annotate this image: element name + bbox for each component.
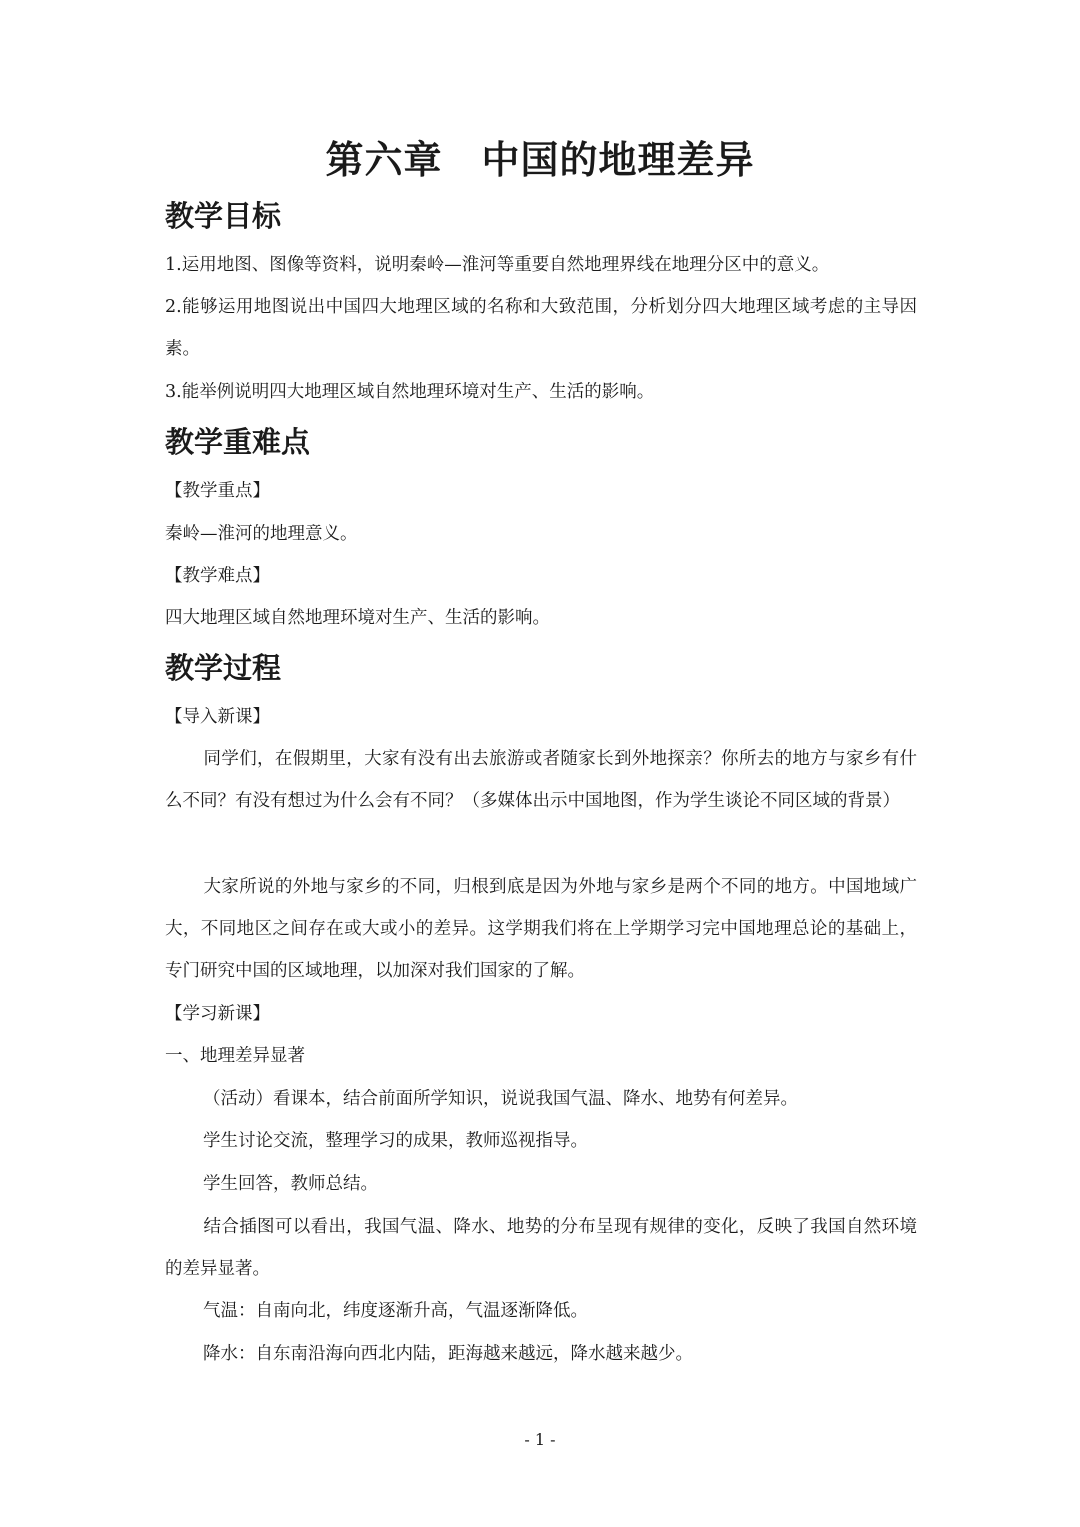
focus-label: 【教学重点】 <box>165 481 270 501</box>
intro-paragraph-1: 同学们，在假期里，大家有没有出去旅游或者随家长到外地探亲？你所去的地方与家乡有什么不同？有没有想过为什么会有不同？（多媒体出示中国地图，作为学生谈论不同区域的背景） <box>165 749 917 811</box>
activity-text: （活动）看课本，结合前面所学知识，说说我国气温、降水、地势有何差异。 <box>203 1089 798 1109</box>
process-heading: 教学过程 <box>165 651 282 685</box>
chapter-title: 第六章 中国的地理差异 <box>325 138 755 182</box>
focus-text: 秦岭—淮河的地理意义。 <box>165 524 358 544</box>
section-one-heading: 一、地理差异显著 <box>165 1046 305 1066</box>
objective-item-3: 3.能举例说明四大地理区域自然地理环境对生产、生活的影响。 <box>165 382 655 402</box>
difficulty-text: 四大地理区域自然地理环境对生产、生活的影响。 <box>165 608 550 628</box>
discussion-text: 学生讨论交流，整理学习的成果，教师巡视指导。 <box>203 1131 588 1151</box>
difficulty-label: 【教学难点】 <box>165 566 270 586</box>
temperature-text: 气温：自南向北，纬度逐渐升高，气温逐渐降低。 <box>203 1301 588 1321</box>
objective-item-1: 1.运用地图、图像等资料，说明秦岭—淮河等重要自然地理界线在地理分区中的意义。 <box>165 255 830 275</box>
answer-text: 学生回答，教师总结。 <box>203 1174 378 1194</box>
intro-label: 【导入新课】 <box>165 707 270 727</box>
objectives-heading: 教学目标 <box>165 199 282 233</box>
new-lesson-label: 【学习新课】 <box>165 1004 270 1024</box>
intro-paragraph-2: 大家所说的外地与家乡的不同，归根到底是因为外地与家乡是两个不同的地方。中国地域广大，不同地区之间存在或大或小的差异。这学期我们将在上学期学习完中国地理总论的基础上，专门研究中国的区域地理，以加深对我们国家的了解。 <box>165 877 917 981</box>
objective-item-2: 2.能够运用地图说出中国四大地理区域的名称和大致范围，分析划分四大地理区域考虑的主导因素。 <box>165 297 917 359</box>
precipitation-text: 降水：自东南沿海向西北内陆，距海越来越远，降水越来越少。 <box>203 1344 693 1364</box>
key-points-heading: 教学重难点 <box>165 425 311 459</box>
page-number: - 1 - <box>524 1430 556 1449</box>
summary-paragraph: 结合插图可以看出，我国气温、降水、地势的分布呈现有规律的变化，反映了我国自然环境的差异显著。 <box>165 1217 917 1279</box>
